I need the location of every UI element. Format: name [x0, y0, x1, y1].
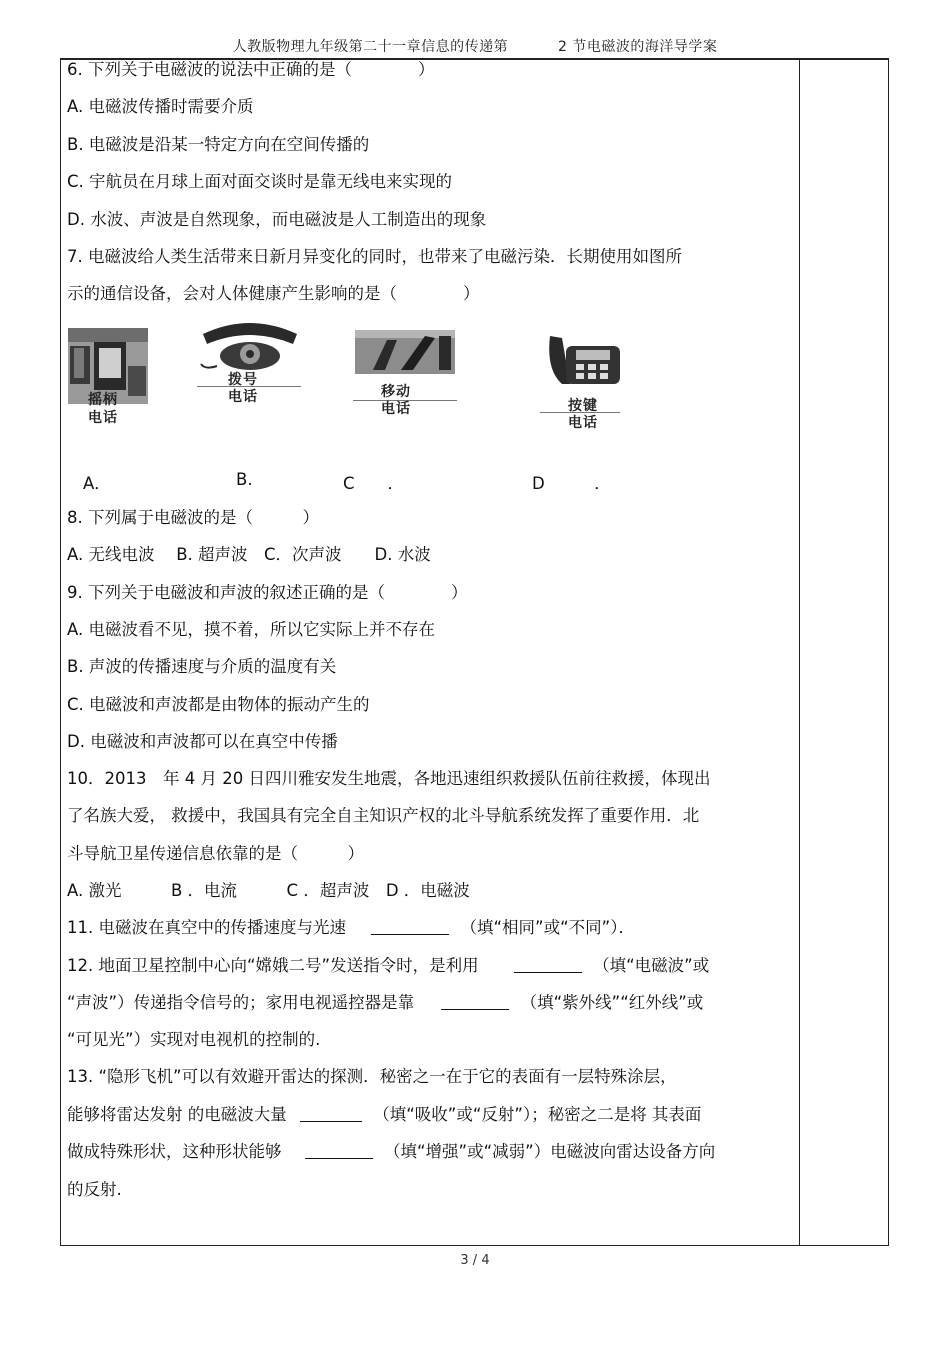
- q12-text-post2: （填“紫外线”“红外线”或: [520, 993, 704, 1012]
- dial-phone-figure: [195, 316, 305, 406]
- q13-text-pre2: 能够将雷达发射 的电磁波大量: [67, 1105, 287, 1124]
- column-divider: [799, 60, 800, 1245]
- q7-choice-c: C ．: [343, 474, 405, 493]
- q13-line3: [67, 1142, 715, 1162]
- q12-text-pre1: 12. 地面卫星控制中心向“嫦娥二号”发送指令时，是利用: [67, 956, 479, 975]
- q10-line1: 10．2013 年 4 月 20 日四川雅安发生地震，各地迅速组织救援队伍前往救援，体现出: [67, 769, 711, 788]
- q10-options: A. 激光 B ．电流 C ．超声波 D ．电磁波: [67, 881, 470, 900]
- q9-option-d: D. 电磁波和声波都可以在真空中传播: [67, 732, 338, 751]
- mobile-phone-icon: [353, 330, 457, 374]
- header-title: 人教版物理九年级第二十一章信息的传递第: [232, 39, 509, 55]
- q12-text-post1: （填“电磁波”或: [593, 956, 710, 975]
- q8-stem: 8. 下列属于电磁波的是（ ）: [67, 508, 319, 527]
- crank-phone-label-1: 摇柄: [88, 392, 118, 408]
- q7-stem-line1: 7. 电磁波给人类生活带来日新月异变化的同时，也带来了电磁污染．长期使用如图所: [67, 247, 682, 266]
- q9-option-a: A. 电磁波看不见，摸不着，所以它实际上并不存在: [67, 620, 435, 639]
- q12-answer-blank-2[interactable]: [441, 993, 509, 1010]
- q13-line2: [67, 1105, 701, 1125]
- q13-text-post3: （填“增强”或“减弱”）电磁波向雷达设备方向: [384, 1142, 716, 1161]
- q12-text-pre2: “声波”）传递指令信号的；家用电视遥控器是靠: [67, 993, 415, 1012]
- mobile-phone-label-1: 移动: [381, 384, 411, 400]
- q10-line2: 了名族大爱， 救援中，我国具有完全自主知识产权的北斗导航系统发挥了重要作用．北: [67, 806, 700, 825]
- q7-choice-a: A．: [83, 474, 111, 493]
- q11-text-post: （填“相同”或“不同”）．: [460, 918, 635, 937]
- q13-answer-blank-2[interactable]: [305, 1142, 373, 1159]
- dial-phone-label-1: 拨号: [228, 372, 258, 388]
- header-title-right: 2 节电磁波的海洋导学案: [558, 39, 718, 55]
- q7-choice-b: B.: [236, 470, 253, 489]
- crank-phone-label-2: 电话: [88, 410, 118, 426]
- q9-option-b: B. 声波的传播速度与介质的温度有关: [67, 657, 337, 676]
- mobile-phone-figure: [353, 330, 457, 422]
- q12-line1: [67, 956, 709, 976]
- q11-line: [67, 918, 635, 938]
- q13-line4: 的反射.: [67, 1180, 122, 1199]
- q12-line2: [67, 993, 703, 1013]
- q10-line3: 斗导航卫星传递信息依靠的是（ ）: [67, 844, 364, 863]
- q6-option-d: D. 水波、声波是自然现象，而电磁波是人工制造出的现象: [67, 210, 487, 229]
- keypad-phone-icon: [540, 330, 632, 388]
- q13-text-pre3: 做成特殊形状，这种形状能够: [67, 1142, 282, 1161]
- q6-option-c: C. 宇航员在月球上面对面交谈时是靠无线电来实现的: [67, 172, 453, 191]
- dial-phone-label-2: 电话: [228, 389, 258, 405]
- crank-phone-figure: [66, 326, 150, 430]
- q13-line1: 13. “隐形飞机”可以有效避开雷达的探测．秘密之一在于它的表面有一层特殊涂层，: [67, 1067, 677, 1086]
- q6-option-b: B. 电磁波是沿某一特定方向在空间传播的: [67, 135, 370, 154]
- q6-option-a: A. 电磁波传播时需要介质: [67, 97, 254, 116]
- q12-line3: “可见光”）实现对电视机的控制的.: [67, 1030, 321, 1049]
- q7-choice-d: D ．: [532, 474, 611, 493]
- q13-answer-blank-1[interactable]: [300, 1105, 362, 1122]
- keypad-phone-label-1: 按键: [568, 398, 598, 414]
- dial-phone-icon: [195, 316, 305, 372]
- mobile-phone-label-2: 电话: [381, 401, 411, 417]
- keypad-phone-figure: [540, 330, 632, 434]
- q8-options: A. 无线电波 B. 超声波 C．次声波 D. 水波: [67, 545, 431, 564]
- q11-answer-blank[interactable]: [371, 918, 449, 935]
- page-number: 3 / 4: [460, 1253, 490, 1268]
- q9-stem: 9. 下列关于电磁波和声波的叙述正确的是（ ）: [67, 583, 468, 602]
- q13-text-post2: （填“吸收”或“反射”）；秘密之二是将 其表面: [373, 1105, 702, 1124]
- q9-option-c: C. 电磁波和声波都是由物体的振动产生的: [67, 695, 370, 714]
- q11-text-pre: 11. 电磁波在真空中的传播速度与光速: [67, 918, 346, 937]
- q7-stem-line2: 示的通信设备，会对人体健康产生影响的是（ ）: [67, 284, 480, 303]
- q6-stem: 6. 下列关于电磁波的说法中正确的是（ ）: [67, 60, 435, 79]
- q12-answer-blank-1[interactable]: [514, 956, 582, 973]
- keypad-phone-label-2: 电话: [568, 415, 598, 431]
- page-header: [0, 36, 950, 56]
